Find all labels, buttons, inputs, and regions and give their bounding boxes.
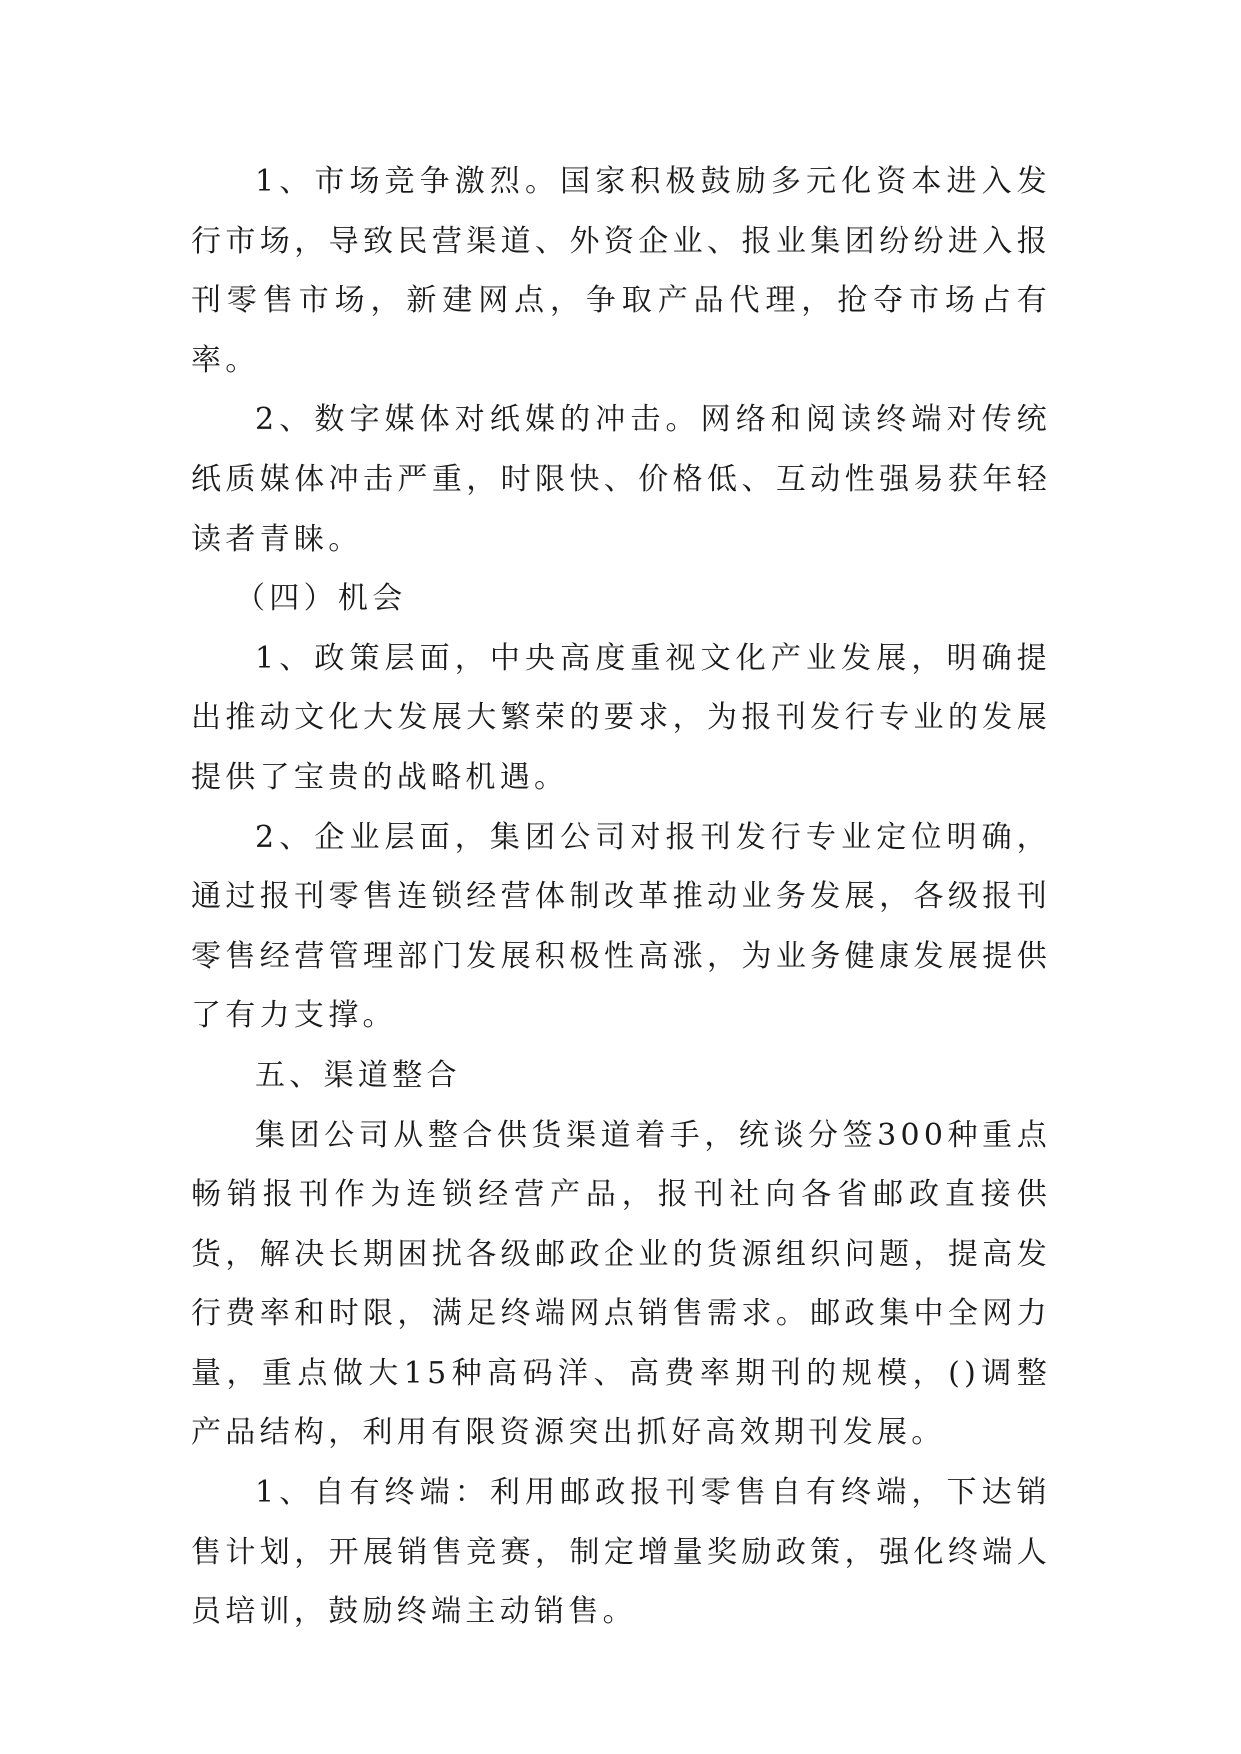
section-heading-opportunities: （四）机会 bbox=[235, 581, 407, 617]
section-heading-channel-integration: 五、渠道整合 bbox=[255, 1057, 461, 1093]
paragraph-digital-media-impact: 2、数字媒体对纸媒的冲击。网络和阅读终端对传统纸质媒体冲击严重，时限快、价格低、互动性强易获年轻读者青睐。 bbox=[191, 402, 1051, 557]
paragraph-own-terminals: 1、自有终端：利用邮政报刊零售自有终端，下达销售计划，开展销售竞赛，制定增量奖励政策，强化终端人员培训，鼓励终端主动销售。 bbox=[191, 1475, 1051, 1630]
paragraph-enterprise-level: 2、企业层面，集团公司对报刊发行专业定位明确，通过报刊零售连锁经营体制改革推动业务发展，各级报刊零售经营管理部门发展积极性高涨，为业务健康发展提供了有力支撑。 bbox=[191, 819, 1051, 1034]
paragraph-channel-integration: 集团公司从整合供货渠道着手，统谈分签300种重点畅销报刊作为连锁经营产品，报刊社向各省邮政直接供货，解决长期困扰各级邮政企业的货源组织问题，提高发行费率和时限，满足终端网点销售需求。邮政集中全网力量，重点做大15种高码洋、高费率期刊的规模，()调整产品结构，利用有限资源突出抓好高效期刊发展。 bbox=[191, 1117, 1051, 1451]
document-body bbox=[191, 152, 1051, 1642]
paragraph-policy-level: 1、政策层面，中央高度重视文化产业发展，明确提出推动文化大发展大繁荣的要求，为报刊发行专业的发展提供了宝贵的战略机遇。 bbox=[191, 640, 1051, 795]
paragraph-market-competition: 1、市场竞争激烈。国家积极鼓励多元化资本进入发行市场，导致民营渠道、外资企业、报业集团纷纷进入报刊零售市场，新建网点，争取产品代理，抢夺市场占有率。 bbox=[191, 164, 1051, 378]
